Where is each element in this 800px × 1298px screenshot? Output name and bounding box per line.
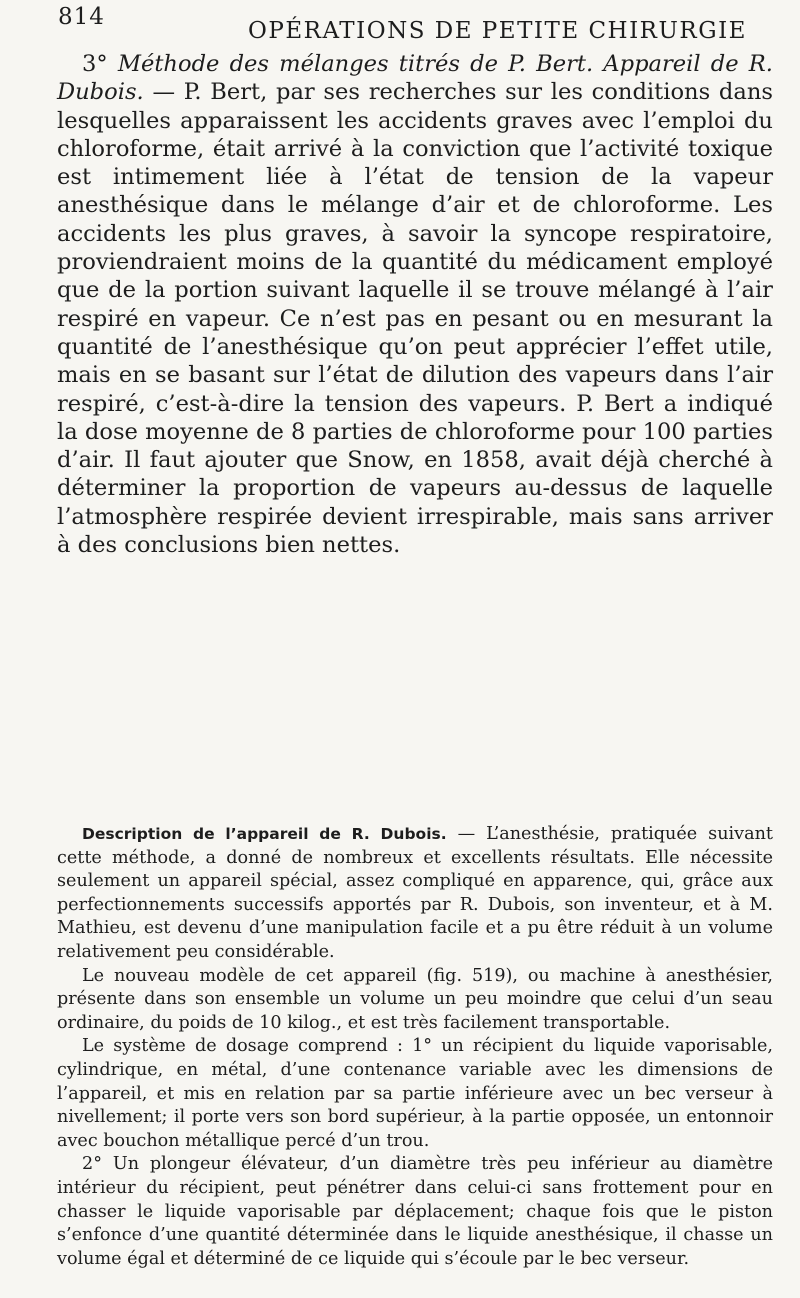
method-paragraph: [57, 50, 773, 559]
method-title: Méthode des mélanges titrés de P. Bert. Appareil de R. Dubois.: [57, 51, 773, 106]
method-section: [57, 50, 773, 559]
method-text: — P. Bert, par ses recherches sur les conditions dans lesquelles apparaissent les accidents graves avec l’emploi du chloroforme, était arrivé à la conviction que l’activité toxique est intimement liée à l’état de tension de la vapeur anesthésique dans le mélange d’air et de chloroforme. Les accidents les plus graves, à savoir la syncope respiratoire, proviendraient moins de la quantité du médicament employé que de la portion suivant laquelle il se trouve mélangé à l’air respiré en vapeur. Ce n’est pas en pesant ou en mesurant la quantité de l’anesthésique qu’on peut apprécier l’effet utile, mais en se basant sur l’état de dilution des vapeurs dans l’air respiré, c’est-à-dire la tension des vapeurs. P. Bert a indiqué la dose moyenne de 8 parties de chloroforme pour 100 parties d’air. Il faut ajouter que Snow, en 1858, avait déjà cherché à déterminer la proportion de vapeurs au-dessus de laquelle l’atmosphère respirée devient irrespirable, mais sans arriver à des conclusions bien nettes.: [57, 79, 773, 559]
description-paragraph: Le système de dosage comprend : 1° un récipient du liquide vaporisable, cylindrique, en métal, d’une contenance variable avec les dimensions de l’appareil, et mis en relation par sa partie inférieure avec un bec verseur à nivellement; il porte vers son bord supérieur, à la partie opposée, un entonnoir avec bouchon métallique percé d’un trou.: [57, 1036, 773, 1151]
description-intro: — L’anesthésie, pratiquée suivant cette méthode, a donné de nombreux et excellents résultats. Elle nécessite seulement un appareil spécial, assez compliqué en apparence, qui, grâce aux perfectionnements successifs apportés par R. Dubois, son inventeur, et à M. Mathieu, est devenu d’une manipulation facile et a pu être réduit à un volume relativement peu considérable.: [57, 824, 774, 962]
description-intro-paragraph: [57, 823, 773, 965]
description-section: [57, 823, 773, 1271]
method-number: 3°: [82, 51, 108, 77]
running-header: [58, 4, 778, 44]
description-heading: Description de l’appareil de R. Dubois.: [82, 825, 447, 843]
page-number: 814: [58, 4, 105, 30]
description-paragraph: Le nouveau modèle de cet appareil (fig. 519), ou machine à anesthésier, présente dans son ensemble un volume un peu moindre que celui d’un seau ordinaire, du poids de 10 kilog., et est très facilement transportable.: [57, 965, 773, 1033]
running-title: OPÉRATIONS DE PETITE CHIRURGIE: [248, 18, 747, 44]
description-paragraph: 2° Un plongeur élévateur, d’un diamètre très peu inférieur au diamètre intérieur du récipient, peut pénétrer dans celui-ci sans frottement pour en chasser le liquide vaporisable par déplacement; chaque fois que le piston s’enfonce d’une quantité déterminée dans le liquide anesthésique, il chasse un volume égal et déterminé de ce liquide qui s’écoule par le bec verseur.: [57, 1154, 773, 1269]
